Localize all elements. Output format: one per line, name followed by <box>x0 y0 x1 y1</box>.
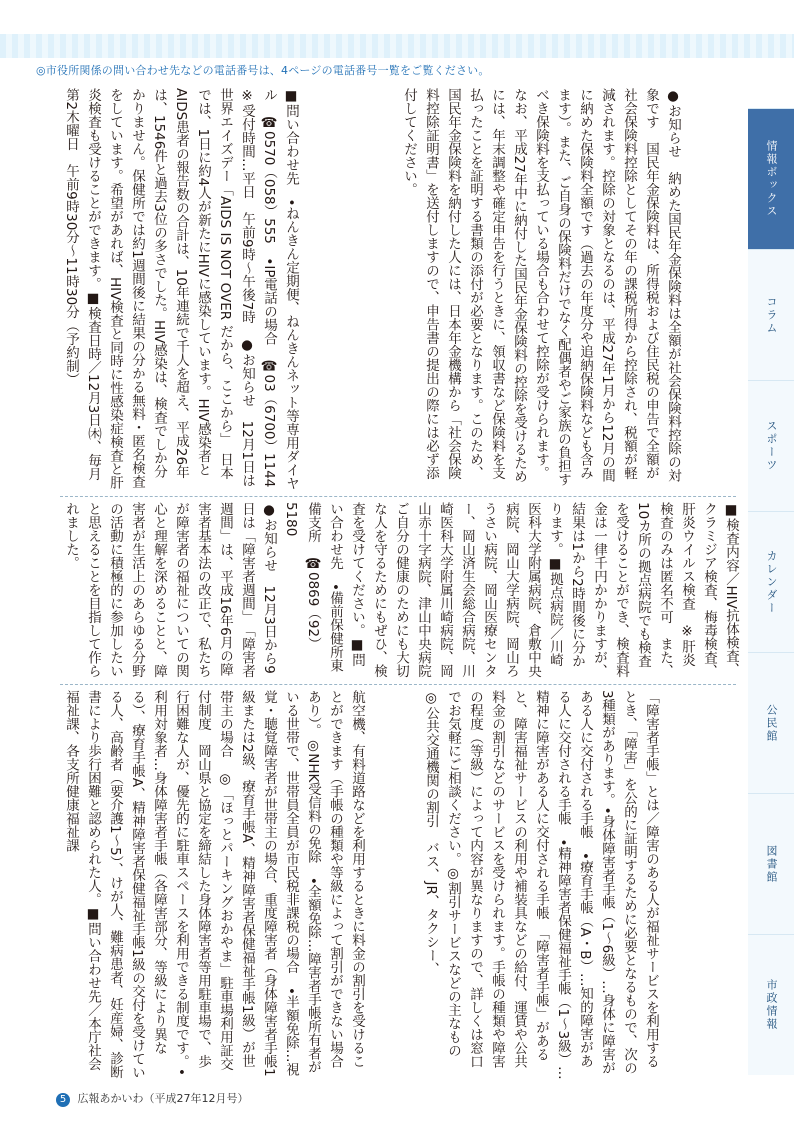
disability-week-article: ●お知らせ 12月3日から9日は「障害者週間」 「障害者週間」は、平成16年6月の障害者基本法の改正で、私たちが障害者の福祉についての関心と理解を深めることと、障害者が生活上のあらゆる分野の活動に積極的に参加したいと思えることを目指して作られました。 <box>63 502 277 678</box>
tab-calendar[interactable]: カレンダー <box>748 511 794 652</box>
sidebar-tabs <box>748 108 794 1075</box>
tab-library[interactable]: 図書館 <box>748 793 794 934</box>
divider <box>60 684 736 685</box>
tab-kominkan[interactable]: 公民館 <box>748 652 794 793</box>
aids-day-article: ■問い合わせ先 •ねんきん定期便、ねんきんネット等専用ダイヤル ☎0570（058）555 •IP電話の場合 ☎03（6700）1144 ※受付時間…平日 午前9時〜午後7時 ●お知らせ 12月1日は世界エイズデー「AIDS IS NOT OVER だから、ここから」 日本では、1日に約4人が新たにHIVに感染しています。HIV感染者とAIDS患者の報告数の合計は、10年連続で千人を超え、平成26年は、1546件と過去3位の多さでした。HIV感染は、検査でしか分かりません。保健所では約1週間後に結果の分かる無料・匿名検査をしています。希望があれば、HIV検査と同時に性感染症検査と肝炎検査も受けることができます。■検査日時／12月3日㈭、毎月第2木曜日 午前9時30分〜11時30分（予約制） <box>63 88 299 501</box>
band-1 <box>60 88 736 501</box>
disability-handbook-article: 「障害者手帳」とは／障害のある人が福祉サービスを利用するとき、「障害」を公的に証明するために必要となるもので、次の3種類があります。•身体障害者手帳（1〜6級）…身体に障害がある人に交付される手帳 •療育手帳（A・B）…知的障害がある人に交付される手帳 •精神障害者保健福祉手帳（1〜3級）…精神に障害がある人に交付される手帳 「障害者手帳」があると、障害福祉サービスの利用や補装具などの給付、運賃や公共料金の割引などのサービスを受けられます。手帳の種類や障害の程度（等級）によって内容が異なりますので、詳しくは窓口でお気軽にご相談ください。◎割引サービスなどの主なもの ◎公共交通機関の割引 バス、JR、タクシー、 <box>423 690 659 1080</box>
tab-column[interactable]: コラム <box>748 249 794 380</box>
page-number: 5 <box>56 1093 70 1107</box>
pension-article: ●お知らせ 納めた国民年金保険料は全額が社会保険料控除の対象です 国民年金保険料は、所得税および住民税の申告で全額が社会保険料控除としてその年の課税所得から控除され、税額が軽減されます。控除の対象となるのは、平成27年1月から12月の間に納めた保険料全額です（過去の年度分や追納保険料なども含みます）。また、ご自身の保険料だけでなく配偶者やご家族の負担すべき保険料を支払っている場合も合わせて控除が受けられます。なお、平成27年中に納付した国民年金保険料の控除を受けるためには、年末調整や確定申告を行うときに、領収書など保険料を支払ったことを証明する書類の添付が必要となります。このため、国民年金保険料を納付した人には、日本年金機構から「社会保険料控除証明書」を送付しますので、申告書の提出の際には必ず添付してください。 <box>401 88 681 487</box>
tab-city-info[interactable]: 市政情報 <box>748 934 794 1075</box>
phone-notice: ◎市役所関係の問い合わせ先などの電話番号は、4ページの電話番号一覧をご覧ください。 <box>36 64 490 77</box>
hiv-test-article: ■検査内容／HIV抗体検査、クラミジア検査、梅毒検査、肝炎ウイルス検査 ※肝炎検査のみは匿名不可 また、10カ所の拠点病院でも検査を受けることができ、検査料金は一律千円かかりますが、結果は1から2時間後に分かります。■拠点病院／川崎医科大学附属病院、倉敷中央病院、岡山大学病院、岡山ろうさい病院、岡山医療センター、岡山済生会総合病院、川崎医科大学附属川崎病院、岡山赤十字病院、津山中央病院 ご自分の健康のためにも大切な人を守るためにもぜひ、検査を受けてください。■問い合わせ先 •備前保健所東備支所 ☎0869（92）5180 <box>283 502 739 691</box>
publication-title: 広報あかいわ（平成27年12月号） <box>77 1092 249 1105</box>
divider <box>60 496 736 497</box>
discount-services-article: 航空機、有料道路などを利用するときに料金の割引を受けることができます（手帳の種類や等級によって割引ができない場合あり）。◎NHK受信料の免除 •全額免除…障害者手帳所有者がいる世帯で、世帯員全員が市民税非課税の場合 •半額免除…視覚・聴覚障害者が世帯主の場合、重度障害者（身体障害者手帳1級または2級、療育手帳A、精神障害者保健福祉手帳1級）が世帯主の場合 ◎「ほっとパーキングおかやま」駐車場利用証交付制度 岡山県と協定を締結した身体障害者等用駐車場で、歩行困難な人が、優先的に駐車スペースを利用できる制度です。•利用対象者…身体障害者手帳（各障害部分、等級により異なる）、療育手帳A、精神障害者保健福祉手帳1級の交付を受けている人、高齢者（要介護1〜5）、けが人、難病患者、妊産婦、診断書により歩行困難と認められた人。■問い合わせ先／本庁社会福祉課、各支所健康福祉課 <box>63 690 365 1080</box>
tab-sports[interactable]: スポーツ <box>748 380 794 511</box>
page-footer <box>56 1090 249 1107</box>
header-band <box>0 0 794 58</box>
tab-info-box[interactable]: 情報ボックス <box>748 108 794 249</box>
band-3 <box>60 690 736 1080</box>
band-2 <box>60 502 739 691</box>
